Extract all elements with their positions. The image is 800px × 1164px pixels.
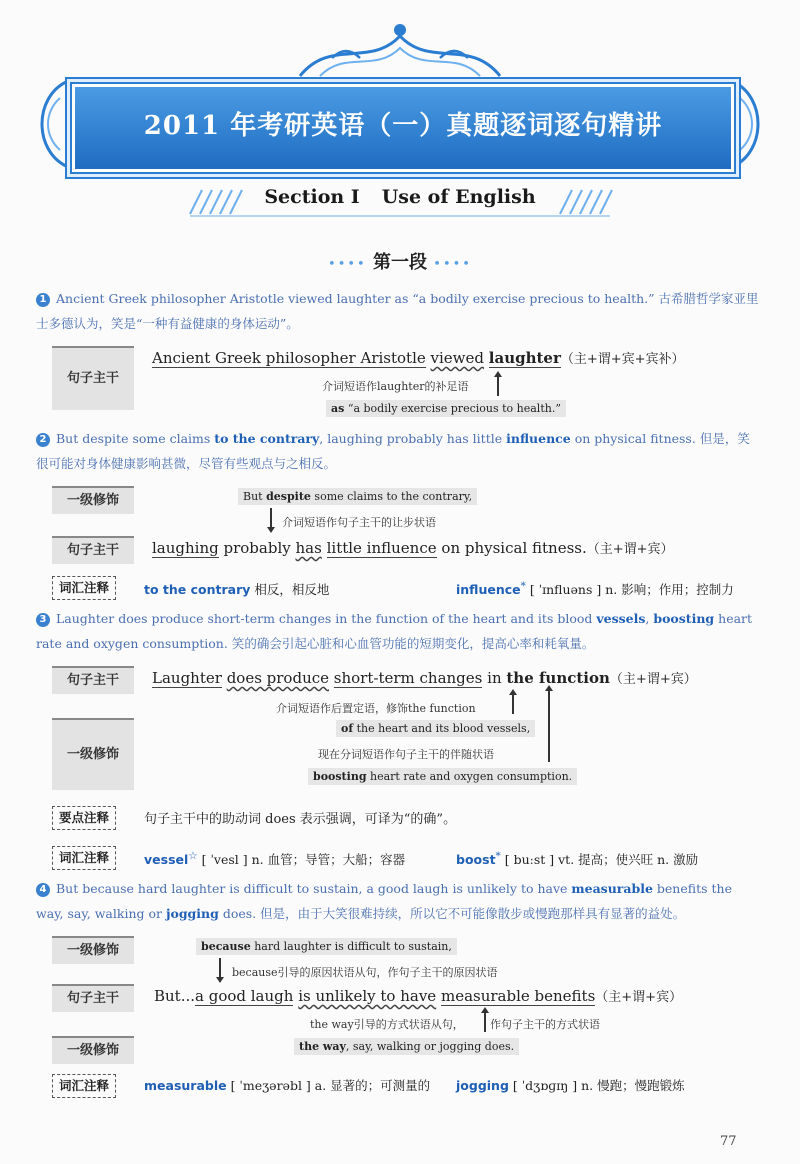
tag-vocab: 词汇注释 bbox=[52, 1074, 116, 1098]
main-clause: But...a good laugh is unlikely to have measurable benefits（主+谓+宾） bbox=[154, 987, 683, 1005]
arrow-icon bbox=[270, 508, 272, 528]
number-badge: 2 bbox=[36, 433, 50, 447]
tag-modifier: 一级修饰 bbox=[52, 486, 134, 514]
number-badge: 4 bbox=[36, 883, 50, 897]
dots-icon: •••• bbox=[433, 257, 472, 272]
sentence-2: 2 But despite some claims to the contrary, laughing probably has little influence on physical fitness. 但是，笑很可能对身体健康影响甚微，尽管有些观点与之相反。 bbox=[36, 431, 750, 471]
arrow-icon bbox=[548, 690, 550, 762]
annotation: 介词短语作laughter的补足语 bbox=[322, 380, 469, 393]
vocab-entry: boost* [ buːst ] vt. 提高；使兴旺 n. 激励 bbox=[456, 850, 699, 868]
tag-modifier: 一级修饰 bbox=[52, 936, 134, 964]
right-ornament bbox=[730, 78, 770, 170]
vocab-entry: measurable [ ˈmeʒərəbl ] a. 显著的；可测量的 bbox=[144, 1078, 431, 1093]
sentence-4: 4 But because hard laughter is difficult to sustain, a good laugh is unlikely to have measurable benefits the way, say, walking or jogging does. 但是，由于大笑很难持续，所以它不可能像散步或慢跑那样具有显著的益处。 bbox=[36, 881, 732, 921]
left-ornament bbox=[30, 78, 70, 170]
tag-modifier: 一级修饰 bbox=[52, 718, 134, 790]
title-banner bbox=[72, 84, 734, 172]
arrow-icon bbox=[219, 958, 221, 978]
tag-main: 句子主干 bbox=[52, 346, 134, 410]
tag-main: 句子主干 bbox=[52, 666, 134, 694]
main-clause: Laughter does produce short-term changes in the function（主+谓+宾） bbox=[152, 669, 697, 687]
annotation: 介词短语作句子主干的让步状语 bbox=[282, 516, 436, 529]
vocab-entry: jogging [ ˈdʒɒɡɪŋ ] n. 慢跑；慢跑锻炼 bbox=[456, 1078, 685, 1093]
annotation: 现在分词短语作句子主干的伴随状语 bbox=[318, 748, 494, 761]
tag-modifier: 一级修饰 bbox=[52, 1036, 134, 1064]
sentence-3: 3 Laughter does produce short-term changes in the function of the heart and its blood vessels, boosting heart rate and oxygen consumption. 笑的确会引起心脏和心血管功能的短期变化，提高心率和耗氧量。 bbox=[36, 611, 753, 651]
paragraph-title: •••• 第一段 •••• bbox=[328, 252, 472, 273]
sentence-1: 1 Ancient Greek philosopher Aristotle viewed laughter as “a bodily exercise precious to health.” 古希腊哲学家亚里士多德认为，笑是“一种有益健康的身体运动”。 bbox=[36, 291, 759, 331]
vocab-entry: vessel☆ [ ˈvesl ] n. 血管；导管；大船；容器 bbox=[144, 850, 406, 868]
number-badge: 1 bbox=[36, 293, 50, 307]
tag-vocab: 词汇注释 bbox=[52, 846, 116, 870]
tag-vocab: 词汇注释 bbox=[52, 576, 116, 600]
number-badge: 3 bbox=[36, 613, 50, 627]
annotation: 介词短语作后置定语，修饰the function bbox=[276, 702, 476, 715]
arrow-icon bbox=[484, 1012, 486, 1032]
modifier-phrase: because hard laughter is difficult to sustain, bbox=[196, 938, 457, 955]
main-clause: Ancient Greek philosopher Aristotle viewed laughter（主+谓+宾+宾补） bbox=[152, 349, 685, 367]
dots-icon: •••• bbox=[328, 257, 367, 272]
arrow-icon bbox=[512, 694, 514, 714]
tag-key-note: 要点注释 bbox=[52, 806, 116, 830]
tag-main: 句子主干 bbox=[52, 984, 134, 1012]
tag-main: 句子主干 bbox=[52, 536, 134, 564]
vocab-entry: influence* [ ˈɪnfluəns ] n. 影响；作用；控制力 bbox=[456, 580, 734, 598]
modifier-phrase: of the heart and its blood vessels, bbox=[336, 720, 535, 737]
annotation: 作句子主干的方式状语 bbox=[490, 1018, 600, 1031]
page-title: 2011 年考研英语（一）真题逐词逐句精讲 bbox=[143, 111, 663, 141]
page-number: 77 bbox=[720, 1134, 737, 1149]
section-heading: Section Ⅰ Use of English bbox=[264, 186, 536, 208]
vocab-entry: to the contrary 相反，相反地 bbox=[144, 582, 330, 597]
modifier-phrase: But despite some claims to the contrary, bbox=[238, 488, 477, 505]
modifier-phrase: the way, say, walking or jogging does. bbox=[294, 1038, 519, 1055]
annotation: because引导的原因状语从句，作句子主干的原因状语 bbox=[232, 966, 498, 979]
header-ornament bbox=[290, 18, 510, 82]
key-note: 句子主干中的助动词 does 表示强调，可译为“的确”。 bbox=[144, 812, 457, 827]
modifier-phrase: boosting heart rate and oxygen consumption. bbox=[308, 768, 577, 785]
annotation: the way引导的方式状语从句， bbox=[310, 1018, 464, 1031]
main-clause: laughing probably has little influence on physical fitness.（主+谓+宾） bbox=[152, 539, 674, 557]
arrow-icon bbox=[497, 376, 499, 396]
modifier-phrase: as “a bodily exercise precious to health.” bbox=[326, 400, 566, 417]
